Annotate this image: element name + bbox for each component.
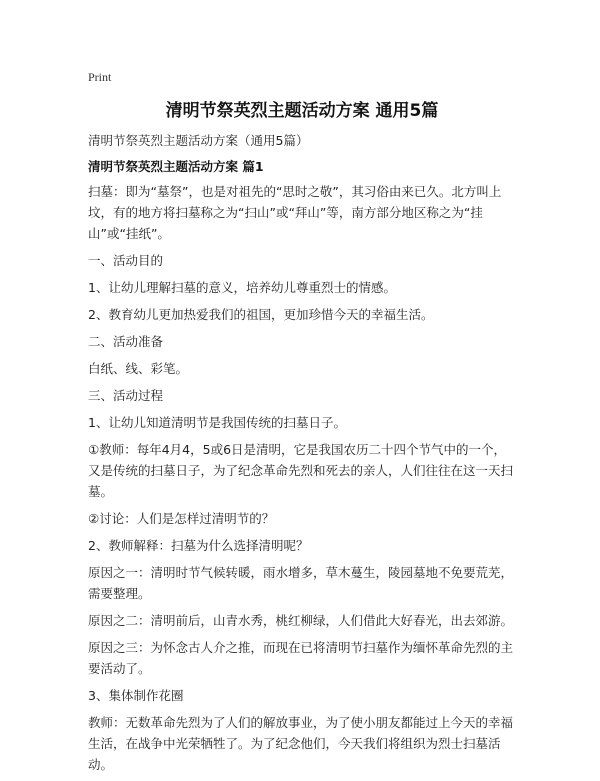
paragraph-intro: 扫墓：即为“墓祭”，也是对祖先的“思时之敬”，其习俗由来已久。北方叫上坟，有的地方将扫墓称之为“扫山”或“拜山”等，南方部分地区称之为“挂山”或“挂纸”。: [88, 184, 502, 241]
paragraph-process-3: 3、集体制作花圈: [88, 688, 184, 703]
paragraph-purpose-heading: 一、活动目的: [88, 253, 164, 268]
paragraph-discussion: ②讨论：人们是怎样过清明节的？: [88, 511, 275, 526]
paragraph-prep-items: 白纸、线、彩笔。: [88, 361, 189, 376]
paragraph-process-heading: 三、活动过程: [88, 388, 164, 403]
paragraph-purpose-1: 1、让幼儿理解扫墓的意义，培养幼儿尊重烈士的情感。: [88, 280, 396, 295]
paragraph-teacher-closing: 教师：无数革命先烈为了人们的解放事业，为了使小朋友都能过上今天的幸福生活，在战争中光荣牺牲了。为了纪念他们，今天我们将组织为烈士扫墓活动。: [88, 715, 514, 772]
paragraph-purpose-2: 2、教育幼儿更加热爱我们的祖国，更加珍惜今天的幸福生活。: [88, 307, 434, 322]
section-heading: 清明节祭英烈主题活动方案 篇1: [88, 159, 264, 174]
paragraph-teacher-note: ①教师：每年4月4，5或6日是清明，它是我国农历二十四个节气中的一个，又是传统的扫墓日子，为了纪念革命先烈和死去的亲人，人们往往在这一天扫墓。: [88, 442, 514, 499]
paragraph-prep-heading: 二、活动准备: [88, 334, 164, 349]
paragraph-process-1: 1、让幼儿知道清明节是我国传统的扫墓日子。: [88, 415, 346, 430]
document-subtitle: 清明节祭英烈主题活动方案（通用5篇）: [88, 133, 309, 148]
paragraph-reason-3: 原因之三：为怀念古人介之推，而现在已将清明节扫墓作为缅怀革命先烈的主要活动了。: [88, 640, 514, 676]
document-body: [88, 130, 516, 781]
paragraph-reason-2: 原因之二：清明前后，山青水秀，桃红柳绿，人们借此大好春光，出去郊游。: [88, 613, 514, 628]
paragraph-process-2: 2、教师解释：扫墓为什么选择清明呢？: [88, 538, 309, 553]
print-label[interactable]: Print: [88, 70, 112, 84]
page-title: 清明节祭英烈主题活动方案 通用5篇: [165, 101, 439, 121]
paragraph-reason-1: 原因之一：清明时节气候转暖，雨水增多，草木蔓生，陵园墓地不免要荒芜，需要整理。: [88, 565, 514, 601]
